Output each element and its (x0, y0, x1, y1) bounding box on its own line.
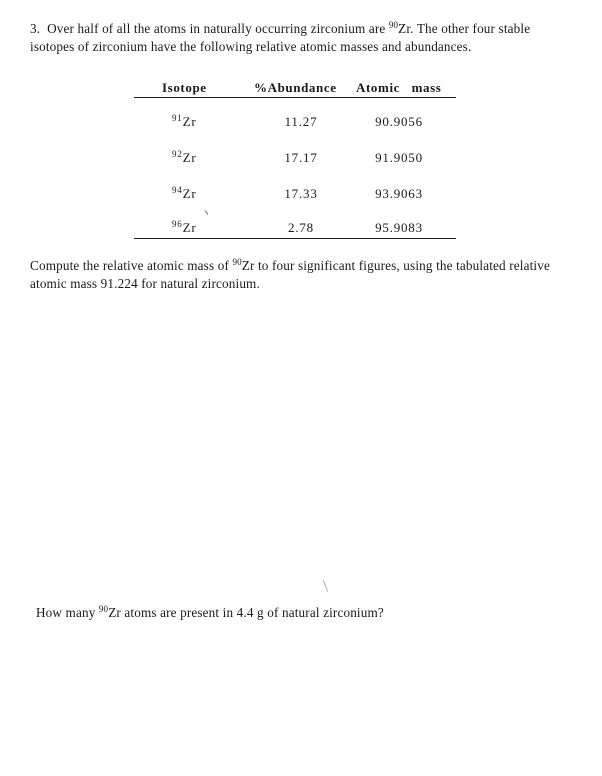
atomic-mass-cell: 91.9050 (375, 150, 423, 165)
problem-intro (30, 20, 570, 56)
intro-text-end: Zr. The other four stable isotopes of zirconium have the following relative atomic masses and abundances. (30, 21, 531, 54)
question-relative-mass (30, 257, 570, 293)
atomic-mass-cell: 93.9063 (375, 186, 423, 201)
isotope-table (134, 80, 456, 242)
question-b-text-start: How many (36, 605, 99, 620)
problem-number: 3. (30, 21, 41, 36)
abundance-cell: 2.78 (288, 220, 314, 235)
header-isotope: Isotope (162, 80, 207, 95)
isotope-cell: $^{96}$Zr (172, 219, 197, 235)
atomic-mass-cell: 95.9083 (375, 220, 423, 235)
isotope-cell: $^{92}$Zr (172, 149, 197, 165)
scan-speck (205, 210, 209, 215)
abundance-cell: 17.33 (284, 186, 318, 201)
isotope-cell: $^{91}$Zr (172, 113, 197, 129)
intro-text-start: Over half of all the atoms in naturally occurring zirconium are (47, 21, 389, 36)
scan-mark (323, 580, 328, 592)
question-a-text-end: Zr to four significant figures, using the tabulated relative atomic mass 91.224 for natural zirconium. (30, 258, 550, 291)
question-atom-count (36, 604, 556, 622)
header-abundance: %Abundance (254, 80, 337, 95)
abundance-cell: 17.17 (284, 150, 318, 165)
table-top-rule (134, 97, 456, 98)
question-b-superscript: 90 (98, 604, 109, 614)
intro-superscript: 90 (388, 20, 399, 30)
table-bottom-rule (134, 238, 456, 239)
question-b-text-end: Zr atoms are present in 4.4 g of natural zirconium? (108, 605, 384, 620)
header-atomic-mass: Atomic mass (356, 80, 442, 95)
question-a-text-start: Compute the relative atomic mass of (30, 258, 233, 273)
abundance-cell: 11.27 (284, 114, 318, 129)
question-a-superscript: 90 (232, 257, 242, 267)
atomic-mass-cell: 90.9056 (375, 114, 423, 129)
isotope-cell: $^{94}$Zr (172, 185, 197, 201)
